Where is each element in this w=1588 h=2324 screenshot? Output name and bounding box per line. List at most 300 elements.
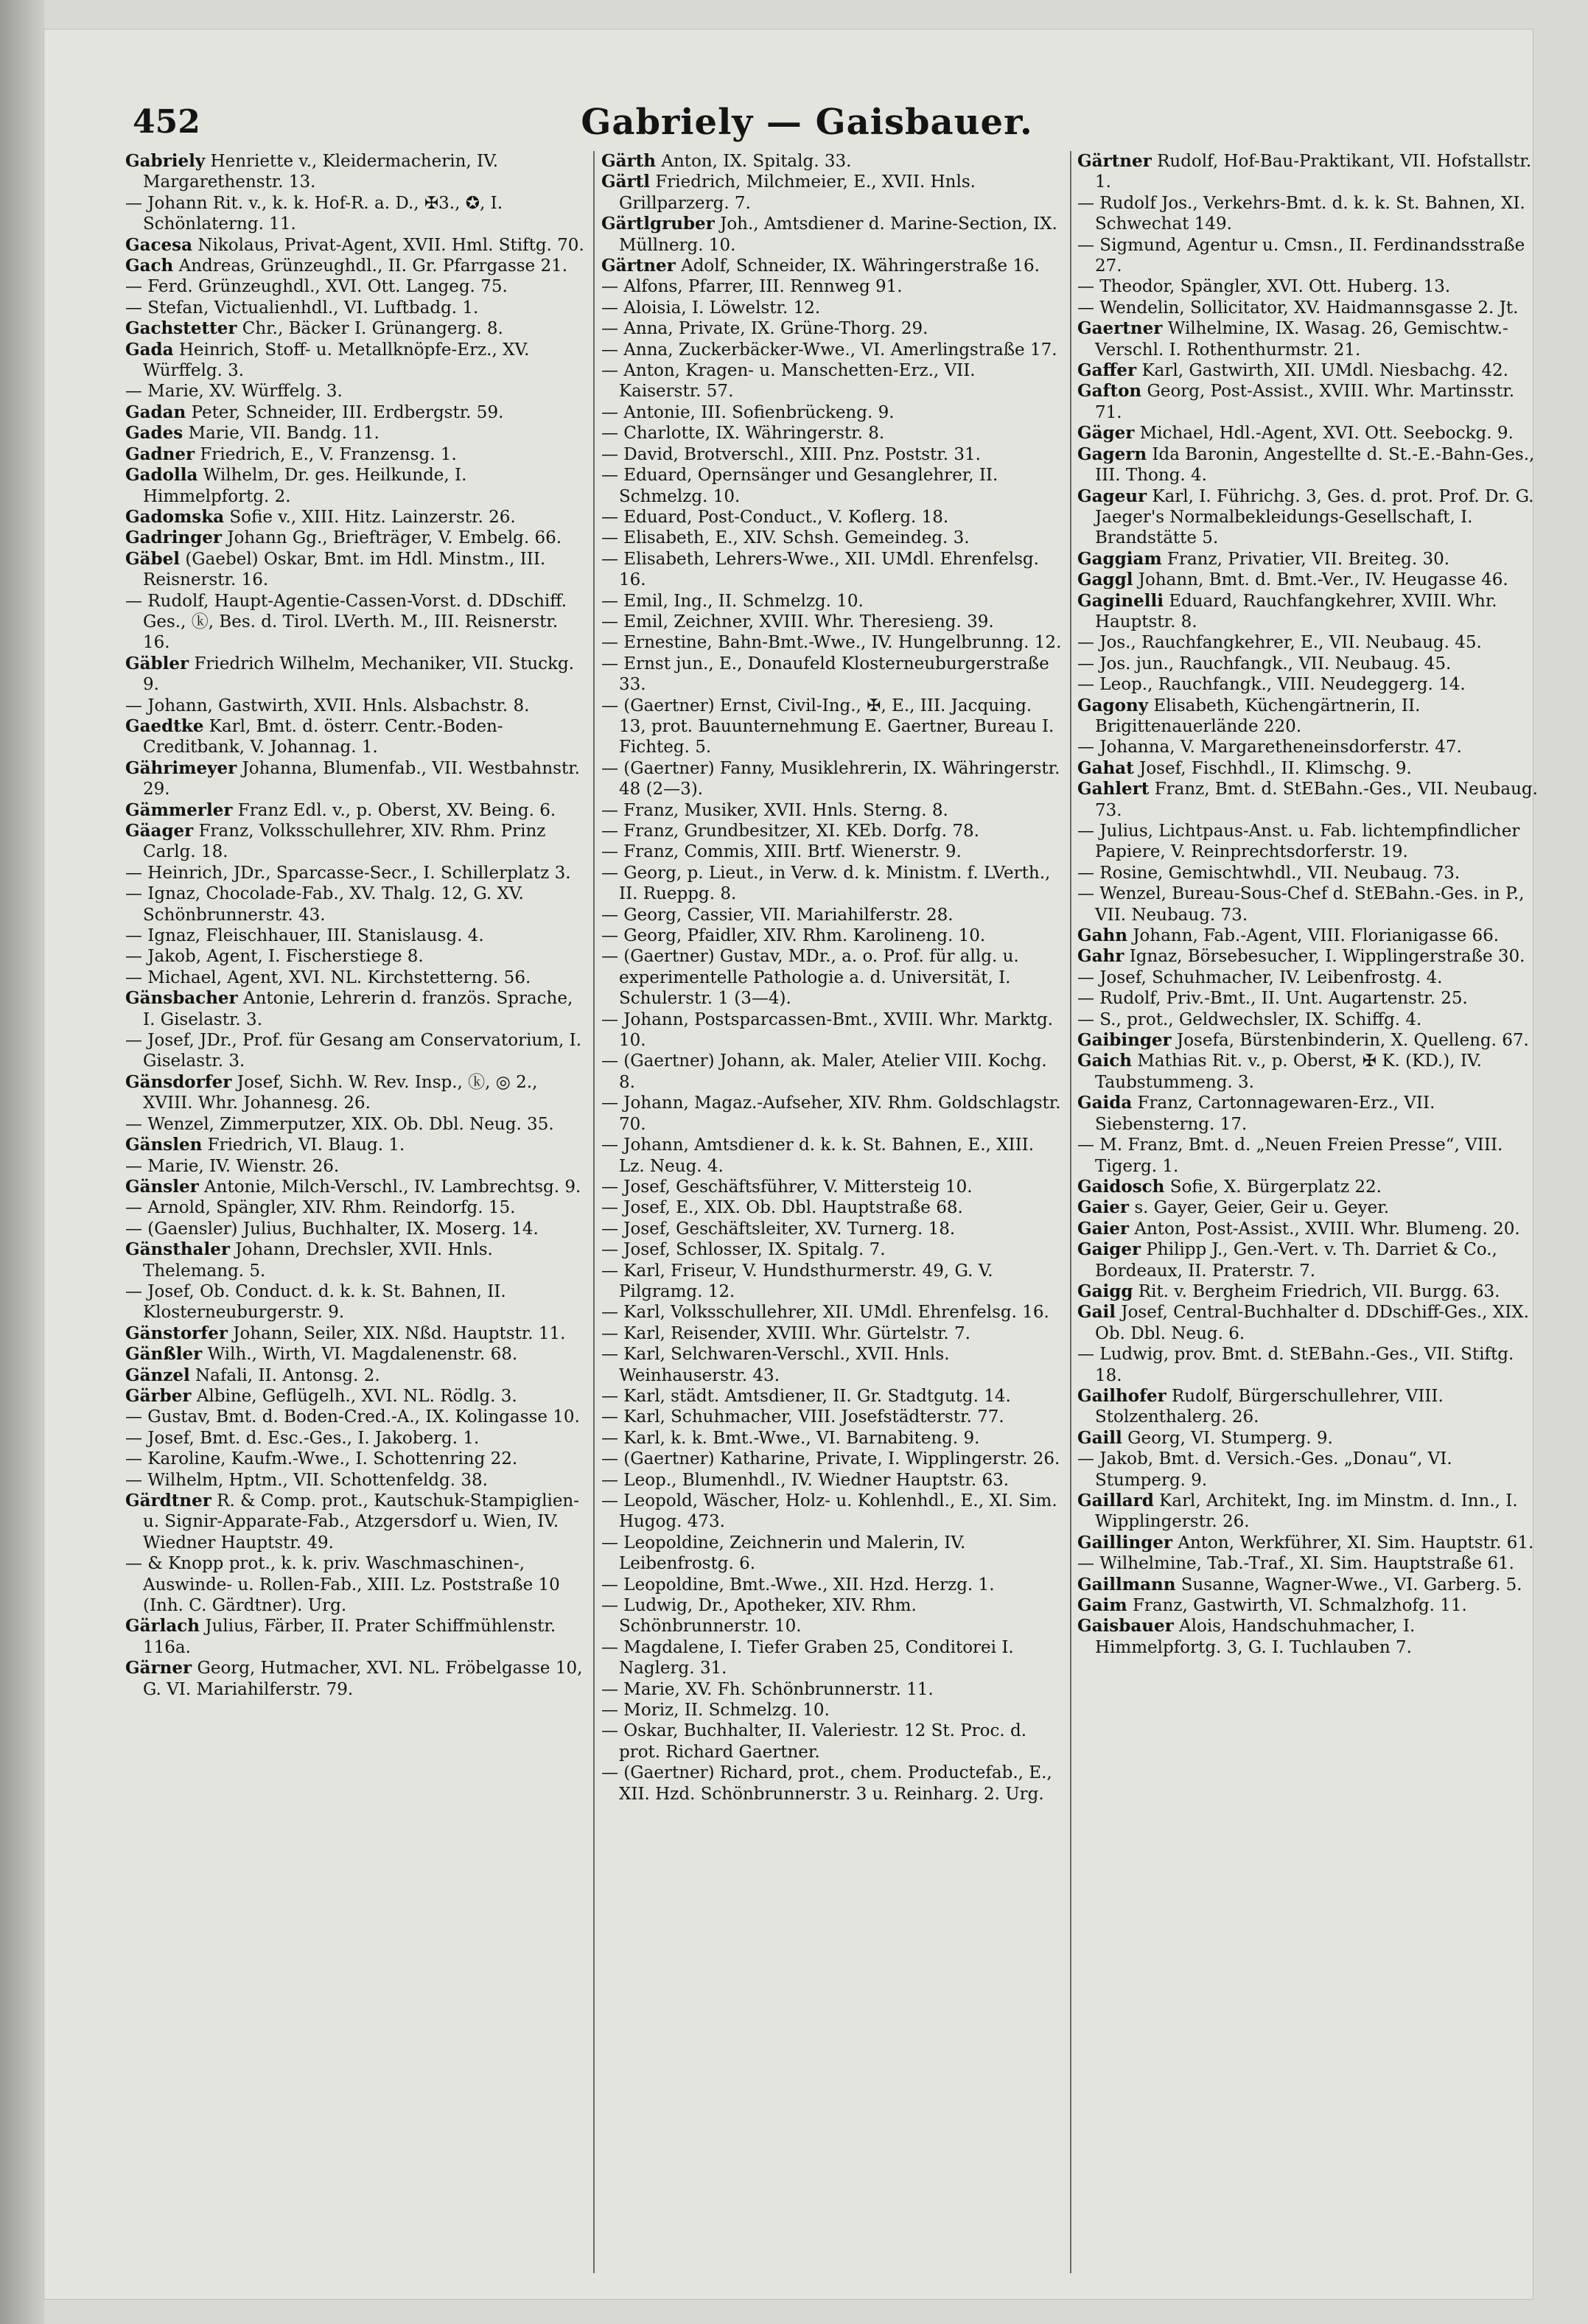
entry-surname: Gänsdorfer [125,1071,232,1092]
directory-entry [1077,779,1539,821]
directory-entry [1077,1595,1539,1616]
directory-entry [601,1009,1063,1051]
directory-entry [125,758,587,800]
directory-entry [601,465,1063,507]
directory-entry [1077,1575,1539,1595]
directory-entry [601,340,1063,360]
entry-text: — Arnold, Spängler, XIV. Rhm. Reindorfg. 15. [125,1198,516,1218]
entry-text: Johann, Seiler, XIX. Nßd. Hauptstr. 11. [233,1323,566,1343]
entry-text: — Aloisia, I. Löwelstr. 12. [601,298,821,318]
directory-entry [601,1323,1063,1344]
entry-text: Johann Gg., Briefträger, V. Embelg. 66. [227,528,562,548]
directory-entry [601,1763,1063,1805]
entry-text: Karl, Architekt, Ing. im Minstm. d. Inn., I. Wipplingerstr. 26. [1095,1491,1518,1532]
entry-text: — Jos., Rauchfangkehrer, E., VII. Neubaug. 45. [1077,633,1482,653]
directory-entry [1077,1533,1539,1553]
entry-text: — S., prot., Geldwechsler, IX. Schiffg. 4. [1077,1009,1422,1029]
directory-entry [601,1700,1063,1721]
directory-entry [125,1344,587,1365]
entry-surname: Gahat [1077,757,1134,778]
entry-text: Friedrich, Milchmeier, E., XVII. Hnls. Grillparzerg. 7. [619,172,976,213]
entry-surname: Gaibinger [1077,1030,1172,1051]
entry-surname: Gärtner [601,256,676,276]
directory-entry [125,1114,587,1135]
entry-text: — Heinrich, JDr., Sparcasse-Secr., I. Schillerplatz 3. [125,863,571,883]
entry-text: Rudolf, Hof-Bau-Praktikant, VII. Hofstallstr. 1. [1095,152,1532,192]
directory-entry [601,1197,1063,1218]
entry-text: — Ernst jun., E., Donaufeld Klosterneuburgerstraße 33. [601,654,1049,695]
directory-entry [1077,1386,1539,1428]
entry-text: Sofie v., XIII. Hitz. Lainzerstr. 26. [229,507,516,527]
directory-entry [601,1135,1063,1177]
entry-surname: Gänzel [125,1365,190,1385]
directory-entry [125,716,587,758]
directory-entry [1077,737,1539,757]
directory-entry [601,1470,1063,1491]
entry-text: Ida Baronin, Angestellte d. St.-E.-Bahn-Ges., III. Thong. 4. [1095,444,1535,486]
directory-entry [601,925,1063,946]
directory-entry [1077,591,1539,633]
directory-entry [1077,193,1539,235]
entry-surname: Gagern [1077,444,1147,464]
entry-text: — Josef, E., XIX. Ob. Dbl. Hauptstraße 68. [601,1198,963,1218]
entry-text: — Emil, Ing., II. Schmelzg. 10. [601,591,864,611]
directory-entry [125,654,587,696]
entry-text: Josef, Central-Buchhalter d. DDschiff-Ges., XIX. Ob. Dbl. Neug. 6. [1095,1303,1529,1343]
directory-entry [125,988,587,1030]
entry-surname: Gärtner [1077,151,1152,171]
entry-surname: Gänsler [125,1176,199,1197]
directory-entry [1077,360,1539,381]
directory-entry [125,1239,587,1281]
entry-surname: Gageur [1077,486,1147,506]
entry-surname: Gach [125,256,174,276]
entry-surname: Gämmerler [125,799,233,820]
entry-text: — (Gaertner) Ernst, Civil-Ing., ✠, E., III. Jacquing. 13, prot. Bauunternehmung E. Gaertner, Bureau I. Fichteg. 5. [601,696,1054,757]
entry-text: Eduard, Rauchfangkehrer, XVIII. Whr. Hauptstr. 8. [1095,591,1497,631]
entry-text: — Jakob, Bmt. d. Versich.-Ges. „Donau“, VI. Stumperg. 9. [1077,1449,1452,1490]
entry-surname: Gärth [601,151,657,171]
entry-surname: Gänslen [125,1135,203,1155]
entry-text: — Leopold, Wäscher, Holz- u. Kohlenhdl., E., XI. Sim. Hugog. 473. [601,1491,1057,1532]
directory-entry [601,402,1063,423]
entry-surname: Gafton [1077,381,1142,402]
entry-surname: Gaillard [1077,1491,1154,1511]
directory-entry [1077,1009,1539,1030]
entry-surname: Gärber [125,1385,192,1406]
directory-entry [601,1177,1063,1197]
directory-entry [125,1219,587,1239]
directory-entry [125,549,587,591]
entry-text: — Anna, Zuckerbäcker-Wwe., VI. Amerlingstraße 17. [601,340,1057,360]
directory-entry [601,507,1063,528]
directory-entry [601,654,1063,696]
directory-entry [1077,925,1539,946]
directory-entry [125,1553,587,1616]
entry-text: Chr., Bäcker I. Grünangerg. 8. [242,319,503,339]
entry-text: — Stefan, Victualienhdl., VI. Luftbadg. 1. [125,298,479,318]
entry-surname: Gaidosch [1077,1176,1165,1197]
directory-entry [601,1533,1063,1575]
directory-entry [125,1177,587,1197]
entry-text: — Sigmund, Agentur u. Cmsn., II. Ferdinandsstraße 27. [1077,235,1525,276]
entry-surname: Gagony [1077,695,1149,715]
directory-entry [1077,444,1539,486]
entry-surname: Gaigg [1077,1281,1133,1301]
entry-surname: Gäbler [125,653,189,673]
directory-entry [125,1323,587,1344]
entry-text: (Gaebel) Oskar, Bmt. im Hdl. Minstm., III. Reisnerstr. 16. [143,549,546,590]
directory-entry [601,821,1063,841]
directory-entry [1077,486,1539,549]
directory-entry [601,528,1063,548]
entry-text: — Franz, Commis, XIII. Brtf. Wienerstr. 9. [601,842,962,862]
entry-text: — Oskar, Buchhalter, II. Valeriestr. 12 St. Proc. d. prot. Richard Gaertner. [601,1721,1027,1762]
entry-text: — Elisabeth, E., XIV. Schsh. Gemeindeg. 3. [601,528,970,548]
entry-text: — Karl, Selchwaren-Verschl., XVII. Hnls. Weinhauserstr. 43. [601,1345,950,1385]
entry-text: Wilhelmine, IX. Wasag. 26, Gemischtw.-Verschl. I. Rothenthurmstr. 21. [1095,319,1508,360]
entry-text: Franz, Gastwirth, VI. Schmalzhofg. 11. [1132,1596,1467,1616]
directory-entry [1077,1344,1539,1386]
directory-entry [601,1637,1063,1679]
entry-surname: Gaggiam [1077,548,1162,569]
entry-text: Johann, Drechsler, XVII. Hnls. Thelemang. 5. [143,1240,493,1281]
entry-surname: Gänsthaler [125,1239,230,1260]
directory-entry [601,696,1063,758]
entry-text: Georg, Post-Assist., XVIII. Whr. Martinsstr. 71. [1095,382,1515,422]
directory-entry [125,883,587,925]
book-spine-shadow [0,0,44,2324]
entry-text: Karl, Gastwirth, XII. UMdl. Niesbachg. 42. [1141,361,1508,381]
directory-entry [601,1449,1063,1469]
entry-text: Ignaz, Börsebesucher, I. Wipplingerstraße 30. [1129,947,1525,967]
directory-entry [1077,1428,1539,1449]
entry-surname: Gaida [1077,1093,1133,1113]
entry-text: Peter, Schneider, III. Erdbergstr. 59. [191,402,504,422]
entry-text: — (Gaertner) Johann, ak. Maler, Atelier VIII. Kochg. 8. [601,1051,1047,1092]
directory-entry [601,1302,1063,1323]
directory-entry [601,172,1063,214]
entry-text: Julius, Färber, II. Prater Schiffmühlenstr. 116a. [143,1617,556,1657]
directory-entry [125,381,587,402]
entry-surname: Gäbel [125,548,180,569]
directory-entry [1077,318,1539,360]
directory-entry [601,1344,1063,1386]
entry-text: — Wilhelm, Hptm., VII. Schottenfeldg. 38. [125,1470,488,1490]
entry-text: — Leop., Rauchfangk., VIII. Neudeggerg. 14. [1077,675,1466,695]
directory-entry [1077,1051,1539,1093]
directory-entry [1077,758,1539,779]
directory-entry [601,1679,1063,1700]
entry-text: Wilh., Wirth, VI. Magdalenenstr. 68. [207,1345,518,1365]
directory-entry [601,1407,1063,1427]
directory-entry [601,1721,1063,1763]
entry-text: — Franz, Musiker, XVII. Hnls. Sterng. 8. [601,800,948,820]
entry-text: — Josef, Schlosser, IX. Spitalg. 7. [601,1240,886,1260]
directory-entry [601,423,1063,444]
entry-surname: Gaillmann [1077,1574,1176,1595]
directory-entry [125,276,587,297]
directory-entry [601,1491,1063,1533]
entry-text: Nikolaus, Privat-Agent, XVII. Hml. Stiftg. 70. [197,235,584,255]
entry-surname: Gada [125,339,174,360]
entry-surname: Gabriely [125,151,206,171]
directory-entry [125,256,587,276]
entry-text: — & Knopp prot., k. k. priv. Waschmaschinen-, Auswinde- u. Rollen-Fab., XIII. Lz. Poststraße 10 (Inh. C. Gärdtner). Urg. [125,1554,560,1616]
entry-text: — Georg, Pfaidler, XIV. Rhm. Karolineng. 10. [601,926,986,946]
directory-entry [1077,1093,1539,1135]
directory-entry [125,800,587,821]
entry-text: Sofie, X. Bürgerplatz 22. [1169,1177,1382,1197]
entry-text: — Karoline, Kaufm.-Wwe., I. Schottenring 22. [125,1449,518,1469]
directory-entry [125,465,587,507]
entry-text: — Wendelin, Sollicitator, XV. Haidmannsgasse 2. Jt. [1077,298,1519,318]
entry-text: Adolf, Schneider, IX. Währingerstraße 16. [681,256,1040,276]
directory-entry [125,444,587,465]
entry-text: Georg, Hutmacher, XVI. NL. Fröbelgasse 10, G. VI. Mariahilferstr. 79. [143,1659,583,1699]
entry-surname: Gaillinger [1077,1532,1173,1553]
directory-entry [601,1093,1063,1135]
directory-entry [125,318,587,339]
directory-entry [1077,298,1539,318]
directory-entry [125,925,587,946]
entry-text: Karl, I. Führichg. 3, Ges. d. prot. Prof. Dr. G. Jaeger's Normalbekleidungs-Gesellschaft, I. Brandstätte 5. [1095,486,1534,548]
entry-text: — Josef, Bmt. d. Esc.-Ges., I. Jakoberg. 1. [125,1428,480,1448]
entry-surname: Gaill [1077,1427,1122,1448]
entry-text: — Eduard, Post-Conduct., V. Koflerg. 18. [601,507,949,527]
entry-text: — David, Brotverschl., XIII. Pnz. Poststr. 31. [601,444,981,464]
entry-text: Franz, Bmt. d. StEBahn.-Ges., VII. Neubaug. 73. [1095,780,1538,820]
entry-text: — Rudolf, Priv.-Bmt., II. Unt. Augartenstr. 25. [1077,989,1468,1009]
directory-entry [125,1428,587,1449]
directory-entry [125,1281,587,1323]
entry-text: Antonie, Milch-Verschl., IV. Lambrechtsg. 9. [204,1177,581,1197]
directory-entry [601,841,1063,862]
directory-entry [1077,1219,1539,1239]
directory-entry [601,1595,1063,1637]
directory-entry [601,318,1063,339]
entry-text: Franz Edl. v., p. Oberst, XV. Being. 6. [237,800,556,820]
directory-column-right [1077,151,1539,2273]
entry-text: Henriette v., Kleidermacherin, IV. Margarethenstr. 13. [143,152,499,192]
entry-text: — Michael, Agent, XVI. NL. Kirchstetterng. 56. [125,967,531,987]
entry-text: — Georg, Cassier, VII. Mariahilferstr. 28. [601,905,954,925]
entry-surname: Gachstetter [125,318,237,339]
entry-surname: Gaffer [1077,360,1137,381]
directory-entry [601,276,1063,297]
entry-surname: Gadner [125,444,195,464]
directory-entry [1077,381,1539,423]
entry-text: Anton, IX. Spitalg. 33. [661,152,852,171]
entry-surname: Gaggl [1077,570,1133,590]
directory-entry [601,298,1063,318]
entry-text: Susanne, Wagner-Wwe., VI. Garberg. 5. [1180,1575,1522,1595]
directory-entry [601,758,1063,800]
entry-text: — Marie, XV. Fh. Schönbrunnerstr. 11. [601,1679,934,1699]
entry-surname: Gaier [1077,1218,1130,1239]
directory-entry [1077,632,1539,653]
directory-entry [125,340,587,382]
directory-entry [125,402,587,423]
directory-entry [125,1658,587,1700]
entry-surname: Gärtl [601,172,651,192]
directory-entry [1077,570,1539,590]
entry-text: — Moriz, II. Schmelzg. 10. [601,1701,830,1721]
entry-surname: Gaisbauer [1077,1616,1174,1637]
directory-entry [601,360,1063,402]
directory-column-left [125,151,587,2273]
entry-text: — Karl, Friseur, V. Hundsthurmerstr. 49, G. V. Pilgramg. 12. [601,1261,993,1301]
entry-text: — Ernestine, Bahn-Bmt.-Wwe., IV. Hungelbrunng. 12. [601,633,1062,653]
entry-text: Franz, Privatier, VII. Breiteg. 30. [1167,549,1450,569]
entry-text: — Wenzel, Zimmerputzer, XIX. Ob. Dbl. Neug. 35. [125,1114,554,1134]
entry-surname: Gahr [1077,946,1124,967]
directory-entry [1077,1553,1539,1574]
directory-entry [1077,235,1539,277]
directory-entry [125,1135,587,1155]
entry-text: — Johann, Gastwirth, XVII. Hnls. Alsbachstr. 8. [125,696,530,715]
entry-text: — Wenzel, Bureau-Sous-Chef d. StEBahn.-Ges. in P., VII. Neubaug. 73. [1077,884,1525,925]
directory-entry [125,193,587,235]
entry-surname: Gaier [1077,1197,1130,1218]
entry-text: Joh., Amtsdiener d. Marine-Section, IX. Müllnerg. 10. [619,214,1057,255]
entry-text: — Rosine, Gemischtwhdl., VII. Neubaug. 73. [1077,863,1461,883]
entry-text: Michael, Hdl.-Agent, XVI. Ott. Seebockg. 9. [1139,424,1514,444]
entry-text: Friedrich, E., V. Franzensg. 1. [200,444,457,464]
entry-text: Anton, Werkführer, XI. Sim. Hauptstr. 61. [1178,1533,1534,1553]
entry-text: Josef, Fischhdl., II. Klimschg. 9. [1139,758,1412,778]
page-title: Gabriely — Gaisbauer. [581,102,1033,143]
directory-entry [601,612,1063,632]
entry-text: Johann, Bmt. d. Bmt.-Ver., IV. Heugasse 46. [1138,570,1508,590]
entry-text: s. Gayer, Geier, Geir u. Geyer. [1134,1198,1390,1218]
directory-entry [1077,151,1539,193]
directory-entry [1077,696,1539,738]
entry-text: — Karl, Volksschullehrer, XII. UMdl. Ehrenfelsg. 16. [601,1303,1049,1323]
directory-entry [1077,1030,1539,1051]
entry-text: Andreas, Grünzeughdl., II. Gr. Pfarrgasse 21. [178,256,568,276]
entry-text: — Johann, Amtsdiener d. k. k. St. Bahnen, E., XIII. Lz. Neug. 4. [601,1135,1035,1176]
entry-surname: Gänstorfer [125,1323,228,1343]
entry-text: — Josef, Schuhmacher, IV. Leibenfrostg. 4. [1077,967,1443,987]
directory-entry [601,1051,1063,1093]
entry-text: — (Gaertner) Katharine, Private, I. Wipplingerstr. 26. [601,1449,1060,1469]
entry-text: — Julius, Lichtpaus-Anst. u. Fab. lichtempfindlicher Papiere, V. Reinprechtsdorferstr. 19. [1077,822,1520,862]
entry-text: — Franz, Grundbesitzer, XI. KEb. Dorfg. 78. [601,822,979,841]
page-number: 452 [133,103,200,141]
entry-text: — Theodor, Spängler, XVI. Ott. Huberg. 13. [1077,277,1451,297]
directory-entry [125,863,587,883]
entry-surname: Gänßler [125,1344,203,1365]
entry-text: — Anton, Kragen- u. Manschetten-Erz., VII. Kaiserstr. 57. [601,361,976,402]
directory-entry [1077,674,1539,695]
entry-text: — Johanna, V. Margaretheneinsdorferstr. 47. [1077,738,1462,757]
entry-text: — Josef, JDr., Prof. für Gesang am Conservatorium, I. Giselastr. 3. [125,1031,582,1071]
directory-entry [125,423,587,444]
entry-text: Anton, Post-Assist., XVIII. Whr. Blumeng. 20. [1134,1219,1520,1239]
entry-text: Rit. v. Bergheim Friedrich, VII. Burgg. 63. [1138,1281,1500,1301]
entry-text: — Josef, Ob. Conduct. d. k. k. St. Bahnen, II. Klosterneuburgerstr. 9. [125,1281,506,1323]
entry-surname: Gärdtner [125,1491,211,1511]
entry-text: Wilhelm, Dr. ges. Heilkunde, I. Himmelpfortg. 2. [143,466,467,506]
entry-text: — Anna, Private, IX. Grüne-Thorg. 29. [601,319,928,339]
directory-entry [601,549,1063,591]
entry-text: — Rudolf Jos., Verkehrs-Bmt. d. k. k. St. Bahnen, XI. Schwechat 149. [1077,193,1525,234]
entry-text: — Alfons, Pfarrer, III. Rennweg 91. [601,277,903,297]
entry-text: — Leopoldine, Zeichnerin und Malerin, IV. Leibenfrostg. 6. [601,1533,966,1574]
directory-entry [601,1219,1063,1239]
directory-entry [1077,863,1539,883]
entry-text: — Johann, Postsparcassen-Bmt., XVIII. Whr. Marktg. 10. [601,1009,1053,1051]
entry-surname: Gänsbacher [125,988,238,1009]
directory-entry [601,591,1063,612]
entry-text: — Marie, XV. Würffelg. 3. [125,382,343,402]
entry-text: Heinrich, Stoff- u. Metallknöpfe-Erz., XV. Würffelg. 3. [143,340,530,381]
directory-entry [1077,988,1539,1009]
entry-text: Elisabeth, Küchengärtnerin, II. Brigittenauerlände 220. [1095,696,1421,736]
directory-entry [1077,821,1539,863]
entry-text: R. & Comp. prot., Kautschuk-Stampiglien- u. Signir-Apparate-Fab., Atzgersdorf u. Wien, IV. Wiedner Hauptstr. 49. [143,1491,580,1553]
directory-entry [125,1386,587,1407]
directory-entry [125,1407,587,1427]
entry-surname: Gaim [1077,1595,1127,1616]
directory-entry [601,632,1063,653]
entry-text: Albine, Geflügelh., XVI. NL. Rödlg. 3. [196,1386,517,1406]
entry-text: — Ludwig, Dr., Apotheker, XIV. Rhm. Schönbrunnerstr. 10. [601,1596,917,1637]
directory-entry [1077,967,1539,988]
directory-entry [125,591,587,654]
directory-entry [125,696,587,716]
directory-entry [1077,423,1539,444]
entry-text: Alois, Handschuhmacher, I. Himmelpfortg. 3, G. I. Tuchlauben 7. [1095,1617,1416,1657]
entry-text: — Eduard, Opernsänger und Gesanglehrer, II. Schmelzg. 10. [601,466,998,506]
directory-entry [1077,1197,1539,1218]
entry-text: — Johann Rit. v., k. k. Hof-R. a. D., ✠3., ✪, I. Schönlaterng. 11. [125,193,503,234]
directory-entry [125,1156,587,1177]
entry-surname: Gaiger [1077,1239,1141,1260]
entry-text: — Wilhelmine, Tab.-Traf., XI. Sim. Hauptstraße 61. [1077,1554,1514,1574]
entry-surname: Gades [125,423,183,444]
entry-text: — Ferd. Grünzeughdl., XVI. Ott. Langeg. 75. [125,277,508,297]
entry-text: Georg, VI. Stumperg. 9. [1127,1428,1333,1448]
directory-entry [1077,946,1539,967]
entry-text: Johann, Fab.-Agent, VIII. Florianigasse 66. [1133,926,1500,946]
entry-text: — Josef, Geschäftsführer, V. Mittersteig 10. [601,1177,973,1197]
entry-surname: Gaertner [1077,318,1163,339]
entry-text: — Ludwig, prov. Bmt. d. StEBahn.-Ges., VII. Stiftg. 18. [1077,1345,1514,1385]
entry-text: Josefa, Bürstenbinderin, X. Quelleng. 67. [1176,1031,1529,1051]
directory-entry [601,1428,1063,1449]
directory-entry [125,235,587,256]
directory-entry [1077,654,1539,674]
directory-entry [1077,276,1539,297]
entry-text: Mathias Rit. v., p. Oberst, ✠ K. (KD.), IV. Taubstummeng. 3. [1095,1051,1482,1092]
entry-surname: Gahn [1077,925,1127,946]
directory-entry [125,298,587,318]
entry-text: — Jos. jun., Rauchfangk., VII. Neubaug. 45. [1077,654,1452,673]
directory-entry [601,863,1063,905]
entry-text: — M. Franz, Bmt. d. „Neuen Freien Presse“, VIII. Tigerg. 1. [1077,1135,1503,1176]
entry-text: Rudolf, Bürgerschullehrer, VIII. Stolzenthalerg. 26. [1095,1386,1444,1427]
entry-text: — Charlotte, IX. Währingerstr. 8. [601,424,885,444]
entry-text: — Magdalene, I. Tiefer Graben 25, Conditorei I. Naglerg. 31. [601,1637,1014,1679]
entry-text: — Emil, Zeichner, XVIII. Whr. Theresieng. 39. [601,612,994,631]
entry-text: — Georg, p. Lieut., in Verw. d. k. Ministm. f. LVerth., II. Rueppg. 8. [601,863,1051,904]
directory-entry [601,214,1063,256]
entry-text: — Johann, Magaz.-Aufseher, XIV. Rhm. Goldschlagstr. 70. [601,1093,1061,1134]
entry-text: — (Gaertner) Gustav, MDr., a. o. Prof. für allg. u. experimentelle Pathologie a. d. Universität, I. Schulerstr. 1 (3—4). [601,947,1019,1009]
entry-text: Antonie, Lehrerin d. französ. Sprache, I. Giselastr. 3. [143,989,573,1029]
